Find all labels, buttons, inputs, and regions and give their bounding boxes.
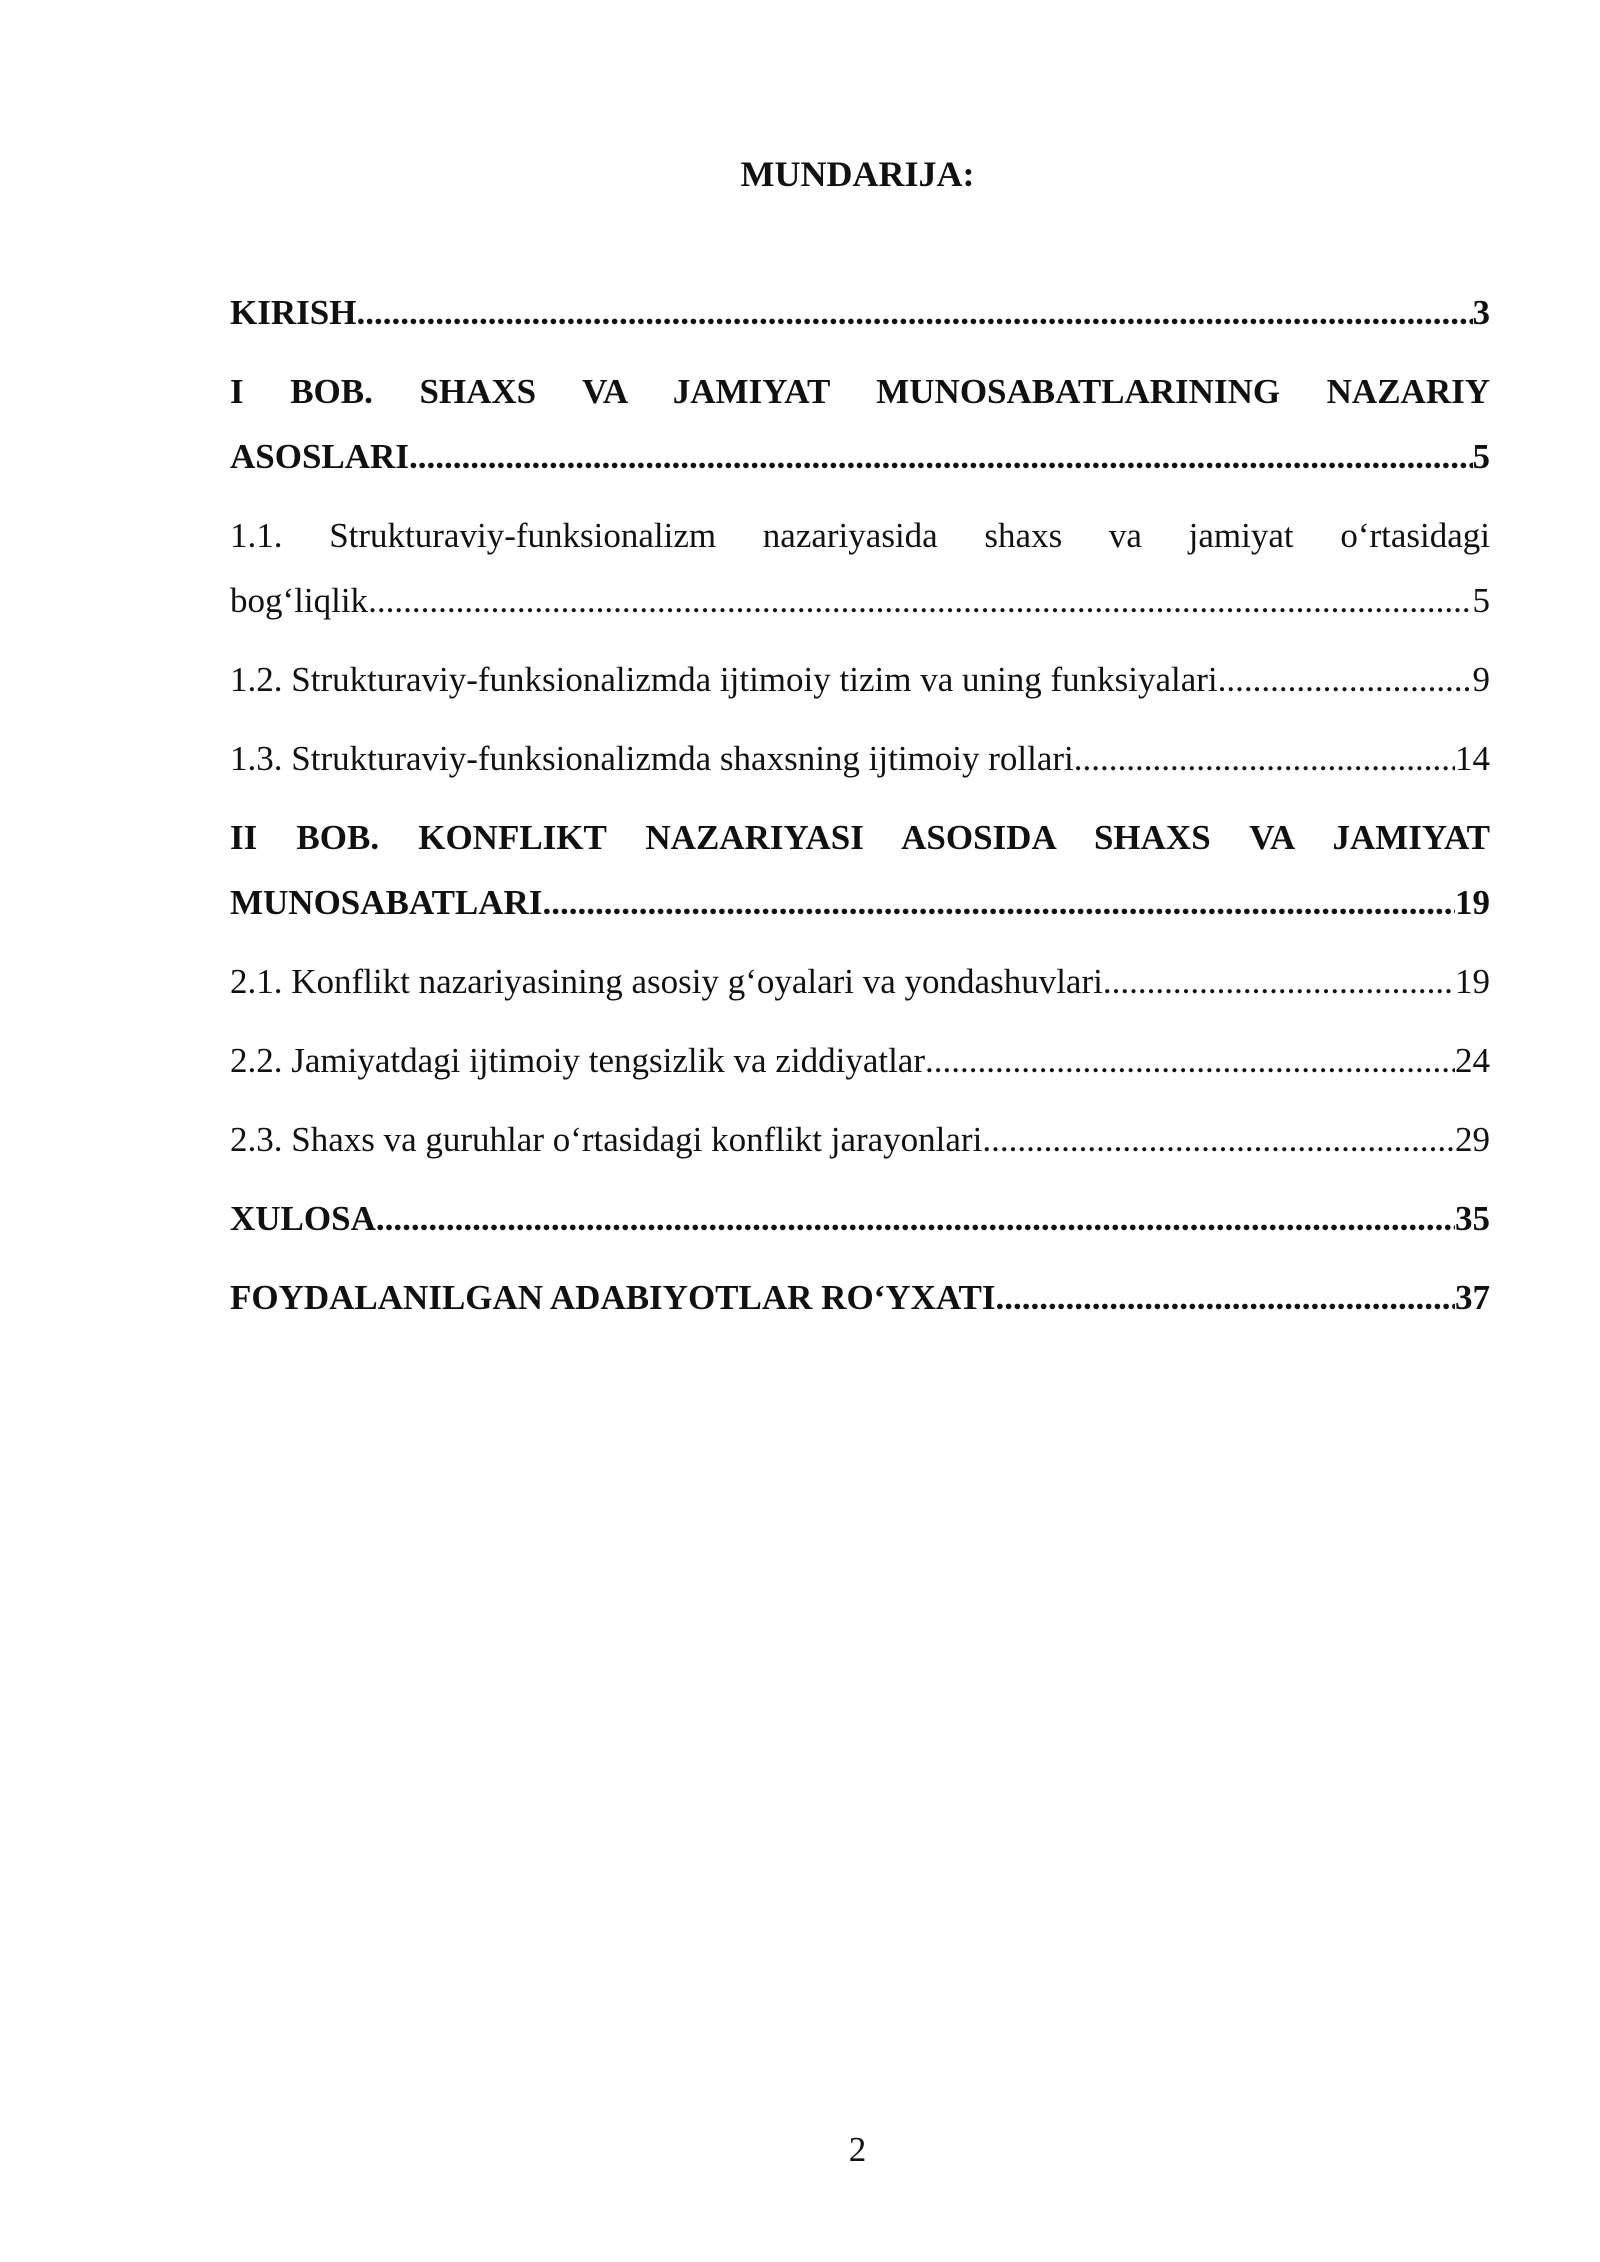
- toc-title: MUNDARIJA:: [740, 154, 975, 194]
- dot-leader: [356, 280, 1472, 345]
- toc-entry-page: 37: [1455, 1278, 1490, 1317]
- toc-entry-page: 9: [1472, 660, 1490, 699]
- dot-leader: [368, 568, 1472, 633]
- toc-entry-1-2[interactable]: [230, 647, 1490, 712]
- toc-entry-references[interactable]: [230, 1265, 1490, 1330]
- toc-entry-title: 1.3. Strukturaviy-funksionalizmda shaxsning ijtimoiy rollari: [230, 739, 1074, 778]
- toc-entry-title-line-2: MUNOSABATLARI: [230, 883, 543, 922]
- toc-entry-title: 2.2. Jamiyatdagi ijtimoiy tengsizlik va ziddiyatlar: [230, 1041, 925, 1080]
- dot-leader: [925, 1028, 1455, 1093]
- toc-entry-page: 5: [1472, 437, 1490, 476]
- toc-entry-xulosa[interactable]: [230, 1186, 1490, 1251]
- toc-entry-1-1[interactable]: [230, 503, 1490, 633]
- dot-leader: [376, 1186, 1455, 1251]
- toc-entry-page: 29: [1455, 1120, 1490, 1159]
- toc-entry-title: KIRISH: [230, 293, 357, 332]
- toc-entry-title: 2.1. Konflikt nazariyasining asosiy g‘oyalari va yondashuvlari: [230, 962, 1103, 1001]
- toc-entry-title: 1.2. Strukturaviy-funksionalizmda ijtimoiy tizim va uning funksiyalari: [230, 660, 1218, 699]
- toc-entry-title-line-1: I BOB. SHAXS VA JAMIYAT MUNOSABATLARINING NAZARIY: [230, 372, 1490, 411]
- toc-entry-page: 35: [1455, 1199, 1490, 1238]
- dot-leader: [982, 1107, 1455, 1172]
- toc-entry-title-line-2: bog‘liqlik: [230, 581, 369, 620]
- dot-leader: [409, 424, 1473, 489]
- toc-entry-kirish[interactable]: [230, 280, 1490, 345]
- toc-entry-2-3[interactable]: [230, 1107, 1490, 1172]
- dot-leader: [1074, 726, 1455, 791]
- toc-entry-page: 3: [1472, 293, 1490, 332]
- page-number: 2: [848, 2130, 867, 2169]
- toc-entry-2-1[interactable]: [230, 949, 1490, 1014]
- dot-leader: [996, 1265, 1455, 1330]
- toc-entry-chapter-1[interactable]: [230, 359, 1490, 489]
- toc-entry-page: 24: [1455, 1041, 1490, 1080]
- toc-entry-1-3[interactable]: [230, 726, 1490, 791]
- toc-entry-title: 2.3. Shaxs va guruhlar o‘rtasidagi konflikt jarayonlari: [230, 1120, 983, 1159]
- table-of-contents: [230, 280, 1490, 1344]
- toc-entry-title: XULOSA: [230, 1199, 376, 1238]
- toc-entry-chapter-2[interactable]: [230, 805, 1490, 935]
- toc-entry-page: 14: [1455, 739, 1490, 778]
- toc-entry-title: FOYDALANILGAN ADABIYOTLAR RO‘YXATI: [230, 1278, 996, 1317]
- dot-leader: [1218, 647, 1473, 712]
- toc-entry-page: 5: [1472, 581, 1490, 620]
- toc-entry-title-line-1: II BOB. KONFLIKT NAZARIYASI ASOSIDA SHAXS VA JAMIYAT: [230, 818, 1490, 857]
- dot-leader: [1103, 949, 1455, 1014]
- toc-entry-page: 19: [1455, 962, 1490, 1001]
- toc-entry-page: 19: [1455, 883, 1490, 922]
- toc-entry-title-line-1: 1.1. Strukturaviy-funksionalizm nazariyasida shaxs va jamiyat o‘rtasidagi: [230, 516, 1490, 555]
- dot-leader: [542, 870, 1455, 935]
- toc-entry-2-2[interactable]: [230, 1028, 1490, 1093]
- toc-entry-title-line-2: ASOSLARI: [230, 437, 409, 476]
